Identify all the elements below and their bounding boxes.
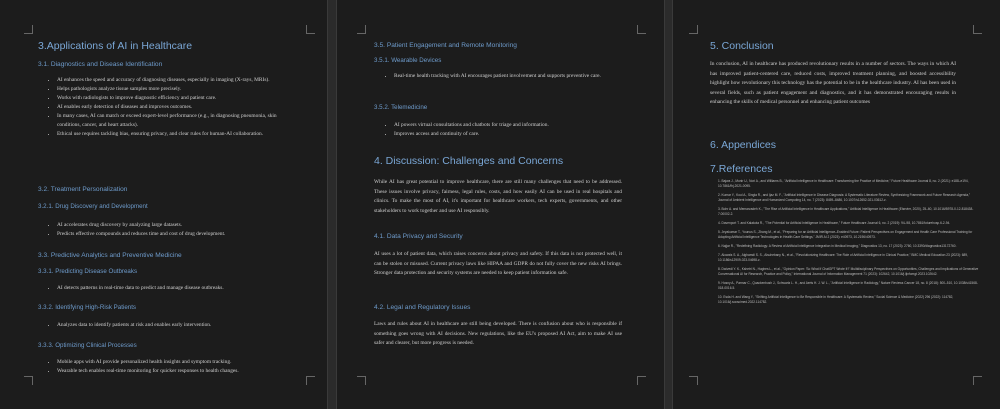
list-item: • Wearable tech enables real-time monitoring for quicker responses to health changes.	[57, 367, 302, 376]
paragraph: In conclusion, AI in healthcare has produced revolutionary results in a number of sectors. The ways in which AI has improved patient-centered care, reduced costs, improved treatment planning, and boosted accessibility highlight how revolutionary this technology has the potential to be in the healthcare industry. AI has been used in several fields, such as patient engagement and diagnostics, and it has demonstrated encouraging results in enhancing the skills of medical personnel and enhancing patient outcomes	[710, 61, 956, 106]
subsection-heading: 4.1. Data Privacy and Security	[374, 233, 463, 240]
subsection-heading: 4.2. Legal and Regulatory Issues	[374, 304, 471, 311]
subsubsection-heading: 3.5.2. Telemedicine	[374, 104, 428, 111]
reference-item: 6. Najjar R., "Redefining Radiology: A Review of Artificial Intelligence Integration in Medical Imaging," Diagnostics 13, no. 17 (2023): 2760, 10.3390/diagnostics13172760.	[718, 244, 957, 249]
list-item: • AI detects patterns in real-time data to predict and manage disease outbreaks.	[57, 284, 302, 293]
section-heading: 3.Applications of AI in Healthcare	[38, 40, 193, 52]
bullet-list	[45, 221, 302, 239]
subsubsection-heading: 3.3.1. Predicting Disease Outbreaks	[38, 268, 138, 275]
paragraph: While AI has great potential to improve healthcare, there are still many challenges that need to be addressed. These issues involve privacy, fairness, legal rules, costs, and how easily AI can be used in real hospitals and clinics. To make the most of AI, it's important for healthcare workers, tech experts, governments, and other stakeholders to work together and use AI responsibly.	[374, 179, 622, 214]
list-item: • In many cases, AI can match or exceed expert-level performance (e.g., in diagnosing pneumonia, skin conditions, cancer, and heart attacks).	[57, 112, 297, 130]
crop-mark	[24, 376, 33, 385]
paragraph: Laws and rules about AI in healthcare are still being developed. There is confusion about who is responsible if something goes wrong with AI decisions. New regulations, like the EU's proposed AI Act, aim to make AI use safer and clearer, but more progress is needed.	[374, 321, 622, 347]
reference-item: 2. Kumar Y., Koul A., Singla R., and Ijaz M. F., "Artificial Intelligence in Disease Diagnosis: A Systematic Literature Review, Synthesizing Framework and Future Research Agenda," Journal of Ambient Intelligence and Humanized Computing 14, no. 7 (2023): 8459–8486, 10.1007/s12652-021-03612-z.	[718, 193, 971, 202]
crop-mark	[637, 25, 646, 34]
document-page-2	[336, 0, 665, 409]
list-item: • Real-time health tracking with AI encourages patient involvement and supports preventive care.	[394, 72, 634, 81]
section-heading: 7.References	[710, 163, 773, 175]
list-item: • Mobile apps with AI provide personalized health insights and symptom tracking.	[57, 358, 302, 367]
subsubsection-heading: 3.3.2. Identifying High-Risk Patients	[38, 304, 137, 311]
subsubsection-heading: 3.3.3. Optimizing Clinical Processes	[38, 342, 137, 349]
section-heading: 5. Conclusion	[710, 40, 774, 52]
section-heading: 6. Appendices	[710, 139, 776, 151]
subsection-heading: 3.2. Treatment Personalization	[38, 186, 128, 193]
list-item: • AI powers virtual consultations and chatbots for triage and information.	[394, 121, 634, 130]
list-item: • Improves access and continuity of care.	[394, 130, 634, 139]
bullet-list	[45, 284, 302, 293]
list-item: • AI accelerates drug discovery by analyzing large datasets.	[57, 221, 302, 230]
bullet-list	[382, 121, 634, 139]
bullet-list	[382, 72, 634, 81]
crop-mark	[24, 25, 33, 34]
bullet-list	[45, 76, 297, 139]
list-item: • Analyzes data to identify patients at risk and enables early intervention.	[57, 321, 302, 330]
crop-mark	[306, 25, 315, 34]
list-item: • AI enables early detection of diseases and improves outcomes.	[57, 103, 297, 112]
reference-item: 8. Dwivedi Y. K., Kshetri N., Hughes L., et al., "Opinion Paper: 'So What If ChatGPT Wrote It?' Multidisciplinary Perspectives on Opportunities, Challenges and Implications of Generative Conversational AI for Research, Practice and Policy," International Journal of Information Management 71 (2023): 102642, 10.1016/j.ijinfomgt.2023.102642.	[718, 267, 979, 277]
subsubsection-heading: 3.5.1. Wearable Devices	[374, 57, 442, 64]
bullet-list	[45, 321, 302, 330]
reference-item: 1. Bajwa J., Munir U., Nori A., and Williams B., "Artificial Intelligence in Healthcare: Transforming the Practice of Medicine," Future Healthcare Journal 8, no. 2 (2021): e188–e194, 10.7861/fhj.2021-0095.	[718, 179, 969, 188]
crop-mark	[306, 376, 315, 385]
section-heading: 4. Discussion: Challenges and Concerns	[374, 155, 564, 167]
reference-item: 4. Davenport T. and Kalakota R., "The Potential for Artificial Intelligence in Healthcare," Future Healthcare Journal 6, no. 2 (2019): 94–98, 10.7861/futurehosp.6-2-94.	[718, 221, 951, 225]
references-list	[718, 179, 980, 309]
list-item: • Ethical use requires tackling bias, ensuring privacy, and clear rules for human-AI collaboration.	[57, 130, 297, 139]
subsection-heading: 3.5. Patient Engagement and Remote Monitoring	[374, 42, 517, 49]
crop-mark	[689, 25, 698, 34]
list-item: • Works with radiologists to improve diagnostic efficiency and patient care.	[57, 94, 297, 103]
reference-item: 5. Jeyakumar T., Younus S., Zhang M., et al., "Preparing for an Artificial Intelligence–Enabled Future: Patient Perspectives on Engagement and Health Care Professional Training for Adopting Artificial Intelligence Technologies in Health Care Settings," JMIR AI 2 (2023): e40973, 10.2196/40973.	[718, 230, 973, 239]
reference-item: 7. Alowais S. A., Alghamdi S. S., Alsuhebany N., et al., "Revolutionizing Healthcare: The Role of Artificial Intelligence in Clinical Practice," BMC Medical Education 23 (2023): 689, 10.1186/s12909-023-04698-z.	[718, 253, 968, 263]
bullet-list	[45, 358, 302, 376]
crop-mark	[689, 376, 698, 385]
reference-item: 9. Hosny A., Parmar C., Quackenbush J., Schwartz L. H., and Aerts H. J. W. L., "Artificial Intelligence in Radiology," Nature Reviews Cancer 18, no. 8 (2018): 500–510, 10.1038/s41568-018-0016-5.	[718, 281, 978, 291]
subsubsection-heading: 3.2.1. Drug Discovery and Development	[38, 203, 148, 210]
reference-item: 10. Esda H. and Wang Y., "Shifting Artificial Intelligence to Be Responsible in Healthcare: A Systematic Review," Social Science & Medicine (2022) 296 (2022): 114782, 10.1016/j.socscimed.2022.114782.	[718, 295, 954, 305]
reference-item: 3. Bohr A. and Memarzadeh K., "The Rise of Artificial Intelligence in Healthcare Applications," Artificial Intelligence in Healthcare (Elsevier, 2020), 25–60, 10.1016/B978-0-12-818438-7.00002-2.	[718, 207, 974, 216]
crop-mark	[973, 25, 982, 34]
crop-mark	[357, 25, 366, 34]
document-page-1	[0, 0, 328, 409]
crop-mark	[357, 376, 366, 385]
list-item: • Predicts effective compounds and reduces time and cost of drug development.	[57, 230, 302, 239]
list-item: • AI enhances the speed and accuracy of diagnosing diseases, especially in imaging (X-rays, MRIs).	[57, 76, 297, 85]
crop-mark	[973, 376, 982, 385]
subsection-heading: 3.3. Predictive Analytics and Preventive Medicine	[38, 252, 182, 259]
paragraph: AI uses a lot of patient data, which raises concerns about privacy and safety. If this data is not protected well, it can be stolen or misused. Current privacy laws like HIPAA and GDPR do not fully cover the new risks AI brings. Stronger data protection and security systems are needed to keep patient information safe.	[374, 251, 622, 277]
list-item: • Helps pathologists analyze tissue samples more precisely.	[57, 85, 297, 94]
subsection-heading: 3.1. Diagnostics and Disease Identification	[38, 61, 163, 68]
crop-mark	[637, 376, 646, 385]
